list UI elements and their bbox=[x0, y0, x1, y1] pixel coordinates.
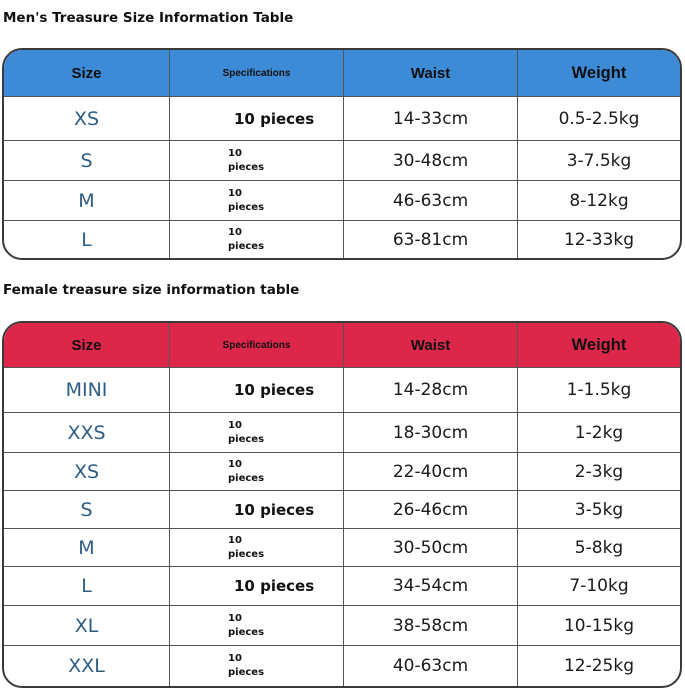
men-table-title: Men's Treasure Size Information Table bbox=[3, 10, 294, 26]
weight-cell: 8-12kg bbox=[517, 181, 680, 220]
spec-cell bbox=[169, 368, 343, 412]
table-row bbox=[4, 220, 680, 258]
header-waist: Waist bbox=[343, 323, 517, 367]
header-size: Size bbox=[4, 50, 169, 96]
spec-text: 10 pieces bbox=[228, 419, 265, 445]
size-cell: XS bbox=[73, 107, 100, 130]
header-specifications: Specifications bbox=[169, 50, 343, 96]
spec-cell bbox=[169, 491, 343, 528]
weight-cell: 1-2kg bbox=[517, 413, 680, 452]
spec-cell bbox=[169, 453, 343, 490]
women-table-title: Female treasure size information table bbox=[3, 282, 300, 298]
spec-text: 10 pieces bbox=[228, 226, 265, 252]
header-specifications: Specifications bbox=[169, 323, 343, 367]
spec-cell bbox=[169, 97, 343, 140]
spec-cell bbox=[169, 181, 343, 220]
table-row bbox=[4, 140, 680, 180]
spec-cell bbox=[169, 646, 343, 686]
table-row bbox=[4, 96, 680, 140]
waist-cell: 30-50cm bbox=[343, 529, 517, 566]
spec-text: 10 pieces bbox=[234, 109, 315, 128]
weight-cell: 12-33kg bbox=[517, 221, 680, 258]
spec-text: 10 pieces bbox=[228, 147, 265, 173]
waist-cell: 34-54cm bbox=[343, 567, 517, 605]
men-size-table bbox=[2, 48, 682, 260]
waist-cell: 18-30cm bbox=[343, 413, 517, 452]
header-weight: Weight bbox=[517, 50, 680, 96]
waist-cell: 40-63cm bbox=[343, 646, 517, 686]
spec-text: 10 pieces bbox=[234, 500, 315, 519]
weight-cell: 7-10kg bbox=[517, 567, 680, 605]
size-cell: XXL bbox=[68, 655, 105, 677]
table-header-row bbox=[4, 323, 680, 367]
header-size: Size bbox=[4, 323, 169, 367]
women-size-table bbox=[2, 321, 682, 688]
table-row bbox=[4, 490, 680, 528]
waist-cell: 14-33cm bbox=[343, 97, 517, 140]
spec-cell bbox=[169, 529, 343, 566]
waist-cell: 14-28cm bbox=[343, 368, 517, 412]
table-header-row bbox=[4, 50, 680, 96]
spec-cell bbox=[169, 141, 343, 180]
size-cell: S bbox=[80, 498, 93, 521]
size-cell: L bbox=[81, 575, 92, 597]
spec-text: 10 pieces bbox=[228, 187, 265, 213]
waist-cell: 46-63cm bbox=[343, 181, 517, 220]
spec-text: 10 pieces bbox=[234, 577, 315, 595]
table-row bbox=[4, 452, 680, 490]
size-cell: XL bbox=[74, 614, 99, 637]
spec-cell bbox=[169, 567, 343, 605]
weight-cell: 3-5kg bbox=[517, 491, 680, 528]
spec-text: 10 pieces bbox=[234, 381, 315, 399]
size-cell: XS bbox=[73, 460, 100, 483]
spec-cell bbox=[169, 221, 343, 258]
table-row bbox=[4, 645, 680, 686]
weight-cell: 2-3kg bbox=[517, 453, 680, 490]
waist-cell: 22-40cm bbox=[343, 453, 517, 490]
weight-cell: 10-15kg bbox=[517, 606, 680, 645]
table-row bbox=[4, 412, 680, 452]
size-cell: XXS bbox=[67, 421, 106, 444]
table-row bbox=[4, 605, 680, 645]
weight-cell: 1-1.5kg bbox=[517, 368, 680, 412]
table-row bbox=[4, 528, 680, 566]
size-cell: L bbox=[81, 228, 92, 251]
spec-cell bbox=[169, 606, 343, 645]
weight-cell: 0.5-2.5kg bbox=[517, 97, 680, 140]
table-row bbox=[4, 367, 680, 412]
spec-cell bbox=[169, 413, 343, 452]
spec-text: 10 pieces bbox=[228, 534, 265, 560]
weight-cell: 3-7.5kg bbox=[517, 141, 680, 180]
spec-text: 10 pieces bbox=[228, 612, 265, 638]
size-cell: M bbox=[78, 536, 95, 559]
weight-cell: 12-25kg bbox=[517, 646, 680, 686]
waist-cell: 63-81cm bbox=[343, 221, 517, 258]
spec-text: 10 pieces bbox=[228, 458, 265, 484]
size-cell: M bbox=[78, 189, 95, 212]
waist-cell: 38-58cm bbox=[343, 606, 517, 645]
header-waist: Waist bbox=[343, 50, 517, 96]
header-weight: Weight bbox=[517, 323, 680, 367]
size-cell: S bbox=[80, 149, 93, 172]
table-row bbox=[4, 180, 680, 220]
weight-cell: 5-8kg bbox=[517, 529, 680, 566]
waist-cell: 30-48cm bbox=[343, 141, 517, 180]
table-row bbox=[4, 566, 680, 605]
waist-cell: 26-46cm bbox=[343, 491, 517, 528]
size-cell: MINI bbox=[65, 379, 108, 401]
spec-text: 10 pieces bbox=[228, 653, 265, 678]
